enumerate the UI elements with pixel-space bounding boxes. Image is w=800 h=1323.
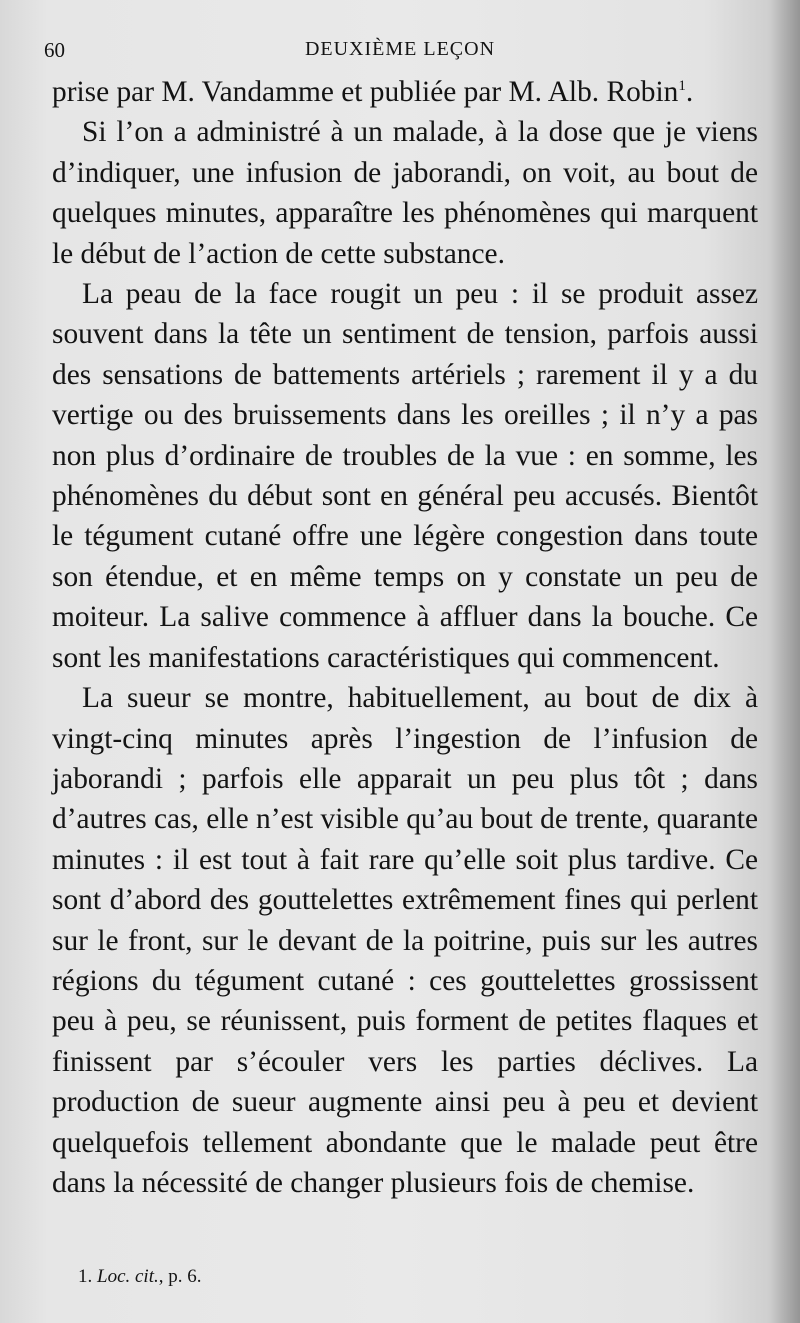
page-edge-shadow (770, 0, 800, 1323)
page-header (44, 38, 756, 68)
paragraph-continuation (52, 72, 758, 112)
paragraph-text: prise par M. Vandamme et publiée par M. Alb. Robin (52, 76, 679, 108)
footnote (78, 1266, 756, 1288)
footnote-page-ref: , p. 6. (158, 1266, 202, 1287)
footnote-citation: Loc. cit. (97, 1266, 159, 1287)
body-text (52, 72, 758, 1203)
page-number: 60 (44, 38, 65, 62)
footnote-number: 1. (78, 1266, 93, 1287)
running-head: DEUXIÈME LEÇON (304, 38, 496, 60)
paragraph-trail: . (685, 76, 694, 108)
paragraph: La peau de la face rougit un peu : il se produit assez souvent dans la tête un sentiment de tension, parfois aussi des sensations de battements artériels ; rarement il y a du vertige ou des bruissements dans les oreilles ; il n’y a pas non plus d’ordinaire de troubles de la vue : en somme, les phénomènes du début sont en général peu accusés. Bientôt le tégument cutané offre une légère congestion dans toute son étendue, et en même temps on y constate un peu de moiteur. La salive commence à affluer dans la bouche. Ce sont les manifestations caractéristiques qui commencent. (52, 278, 758, 674)
paragraph: La sueur se montre, habituellement, au bout de dix à vingt-cinq minutes après l’ingestion de l’infusion de jaborandi ; parfois elle apparait un peu plus tôt ; dans d’autres cas, elle n’est visible qu’au bout de trente, quarante minutes : il est tout à fait rare qu’elle soit plus tardive. Ce sont d’abord des gouttelettes extrêmement fines qui perlent sur le front, sur le devant de la poitrine, puis sur les autres régions du tégument cutané : ces gouttelettes grossissent peu à peu, se réunissent, puis forment de petites flaques et finissent par s’écouler vers les parties déclives. La production de sueur augmente ainsi peu à peu et devient quelquefois tellement abondante que le malade peut être dans la nécessité de changer plusieurs fois de chemise. (52, 682, 758, 1199)
footnote-marker: 1 (678, 78, 686, 95)
paragraph: Si l’on a administré à un malade, à la dose que je viens d’indiquer, une infusion de jaborandi, on voit, au bout de quelques minutes, apparaître les phénomènes qui marquent le début de l’action de cette substance. (52, 116, 758, 270)
